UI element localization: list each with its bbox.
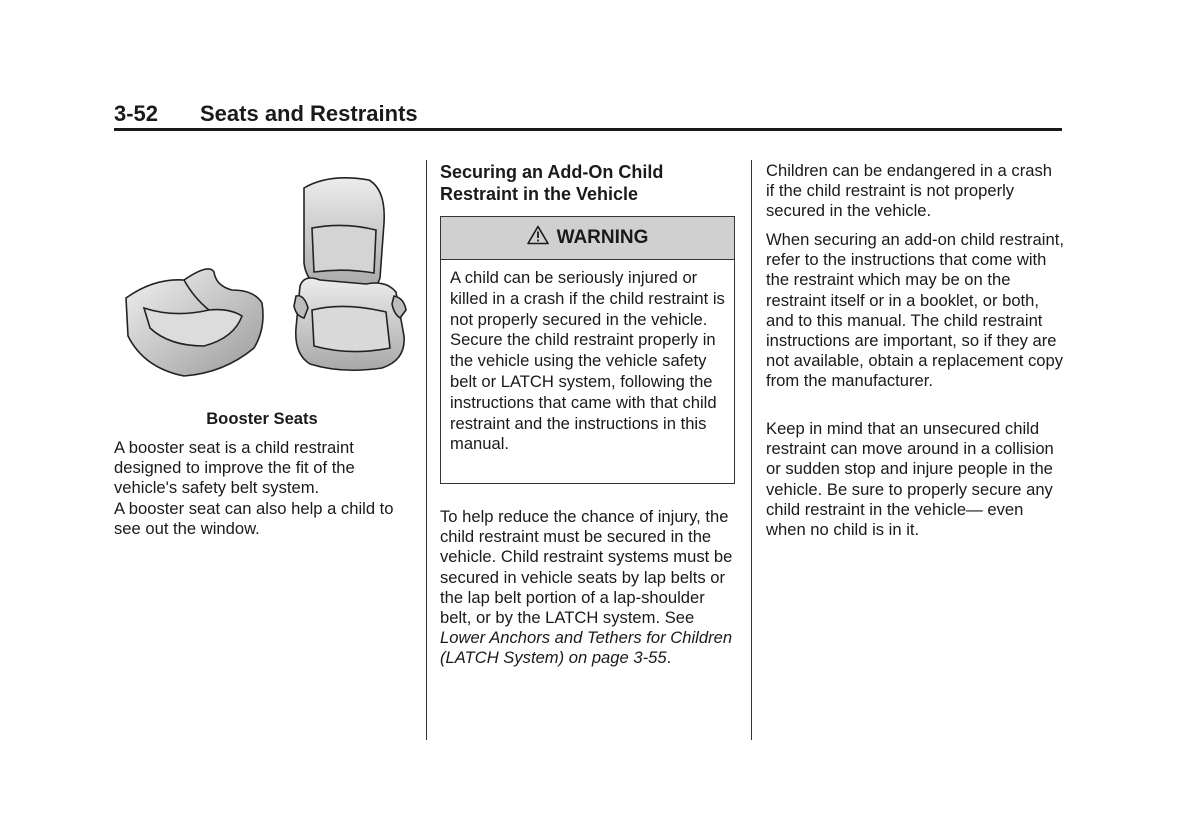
booster-seats-illustration bbox=[114, 168, 414, 398]
paragraph: A booster seat can also help a child to see out the window. bbox=[114, 498, 394, 538]
page-header bbox=[114, 101, 1062, 131]
column-divider bbox=[426, 160, 427, 740]
warning-label: WARNING bbox=[556, 227, 649, 248]
paragraph: A booster seat is a child restraint designed to improve the fit of the vehicle's safety belt system. bbox=[114, 438, 355, 498]
header-rule bbox=[114, 128, 1062, 131]
column1-text bbox=[114, 438, 414, 539]
figure-caption: Booster Seats bbox=[206, 409, 318, 428]
paragraph: Children can be endangered in a crash if the child restraint is not properly secured in the vehicle. bbox=[766, 161, 1052, 221]
backless-booster-seat bbox=[126, 269, 263, 376]
high-back-booster-seat bbox=[294, 178, 406, 370]
paragraph bbox=[440, 507, 736, 669]
warning-header bbox=[441, 217, 734, 260]
section-heading: Securing an Add-On Child Restraint in the Vehicle bbox=[440, 162, 664, 204]
paragraph: Keep in mind that an unsecured child restraint can move around in a collision or sudden stop and injure people in the vehicle. Be sure to properly secure any child restraint in the vehicle— even when no child is in it. bbox=[766, 419, 1054, 540]
section-title: Seats and Restraints bbox=[200, 101, 418, 126]
cross-reference-link[interactable]: Lower Anchors and Tethers for Children (LATCH System) on page 3-55 bbox=[440, 628, 733, 668]
column2-text bbox=[440, 507, 736, 669]
warning-triangle-icon bbox=[527, 225, 549, 251]
warning-box bbox=[440, 216, 735, 484]
page-number: 3-52 bbox=[114, 101, 159, 126]
paragraph-text: To help reduce the chance of injury, the child restraint must be secured in the vehicle. Child restraint systems must be secured in vehicle seats by lap belts or the lap belt portion of a lap-shoulder belt, or by the LATCH system. See bbox=[440, 507, 733, 628]
column-divider bbox=[751, 160, 752, 740]
paragraph: When securing an add-on child restraint, refer to the instructions that come with the restraint which may be on the restraint itself or in a booklet, or both, and to this manual. The child restraint instructions are important, so if they are not available, obtain a replacement copy from the manufacturer. bbox=[766, 230, 1064, 391]
paragraph-end: . bbox=[666, 648, 672, 668]
warning-text: A child can be seriously injured or killed in a crash if the child restraint is not properly secured in the vehicle. Secure the child restraint properly in the vehicle using the vehicle safety belt or LATCH system, following the instructions that came with that child restraint and the instructions in this manual. bbox=[450, 268, 725, 454]
